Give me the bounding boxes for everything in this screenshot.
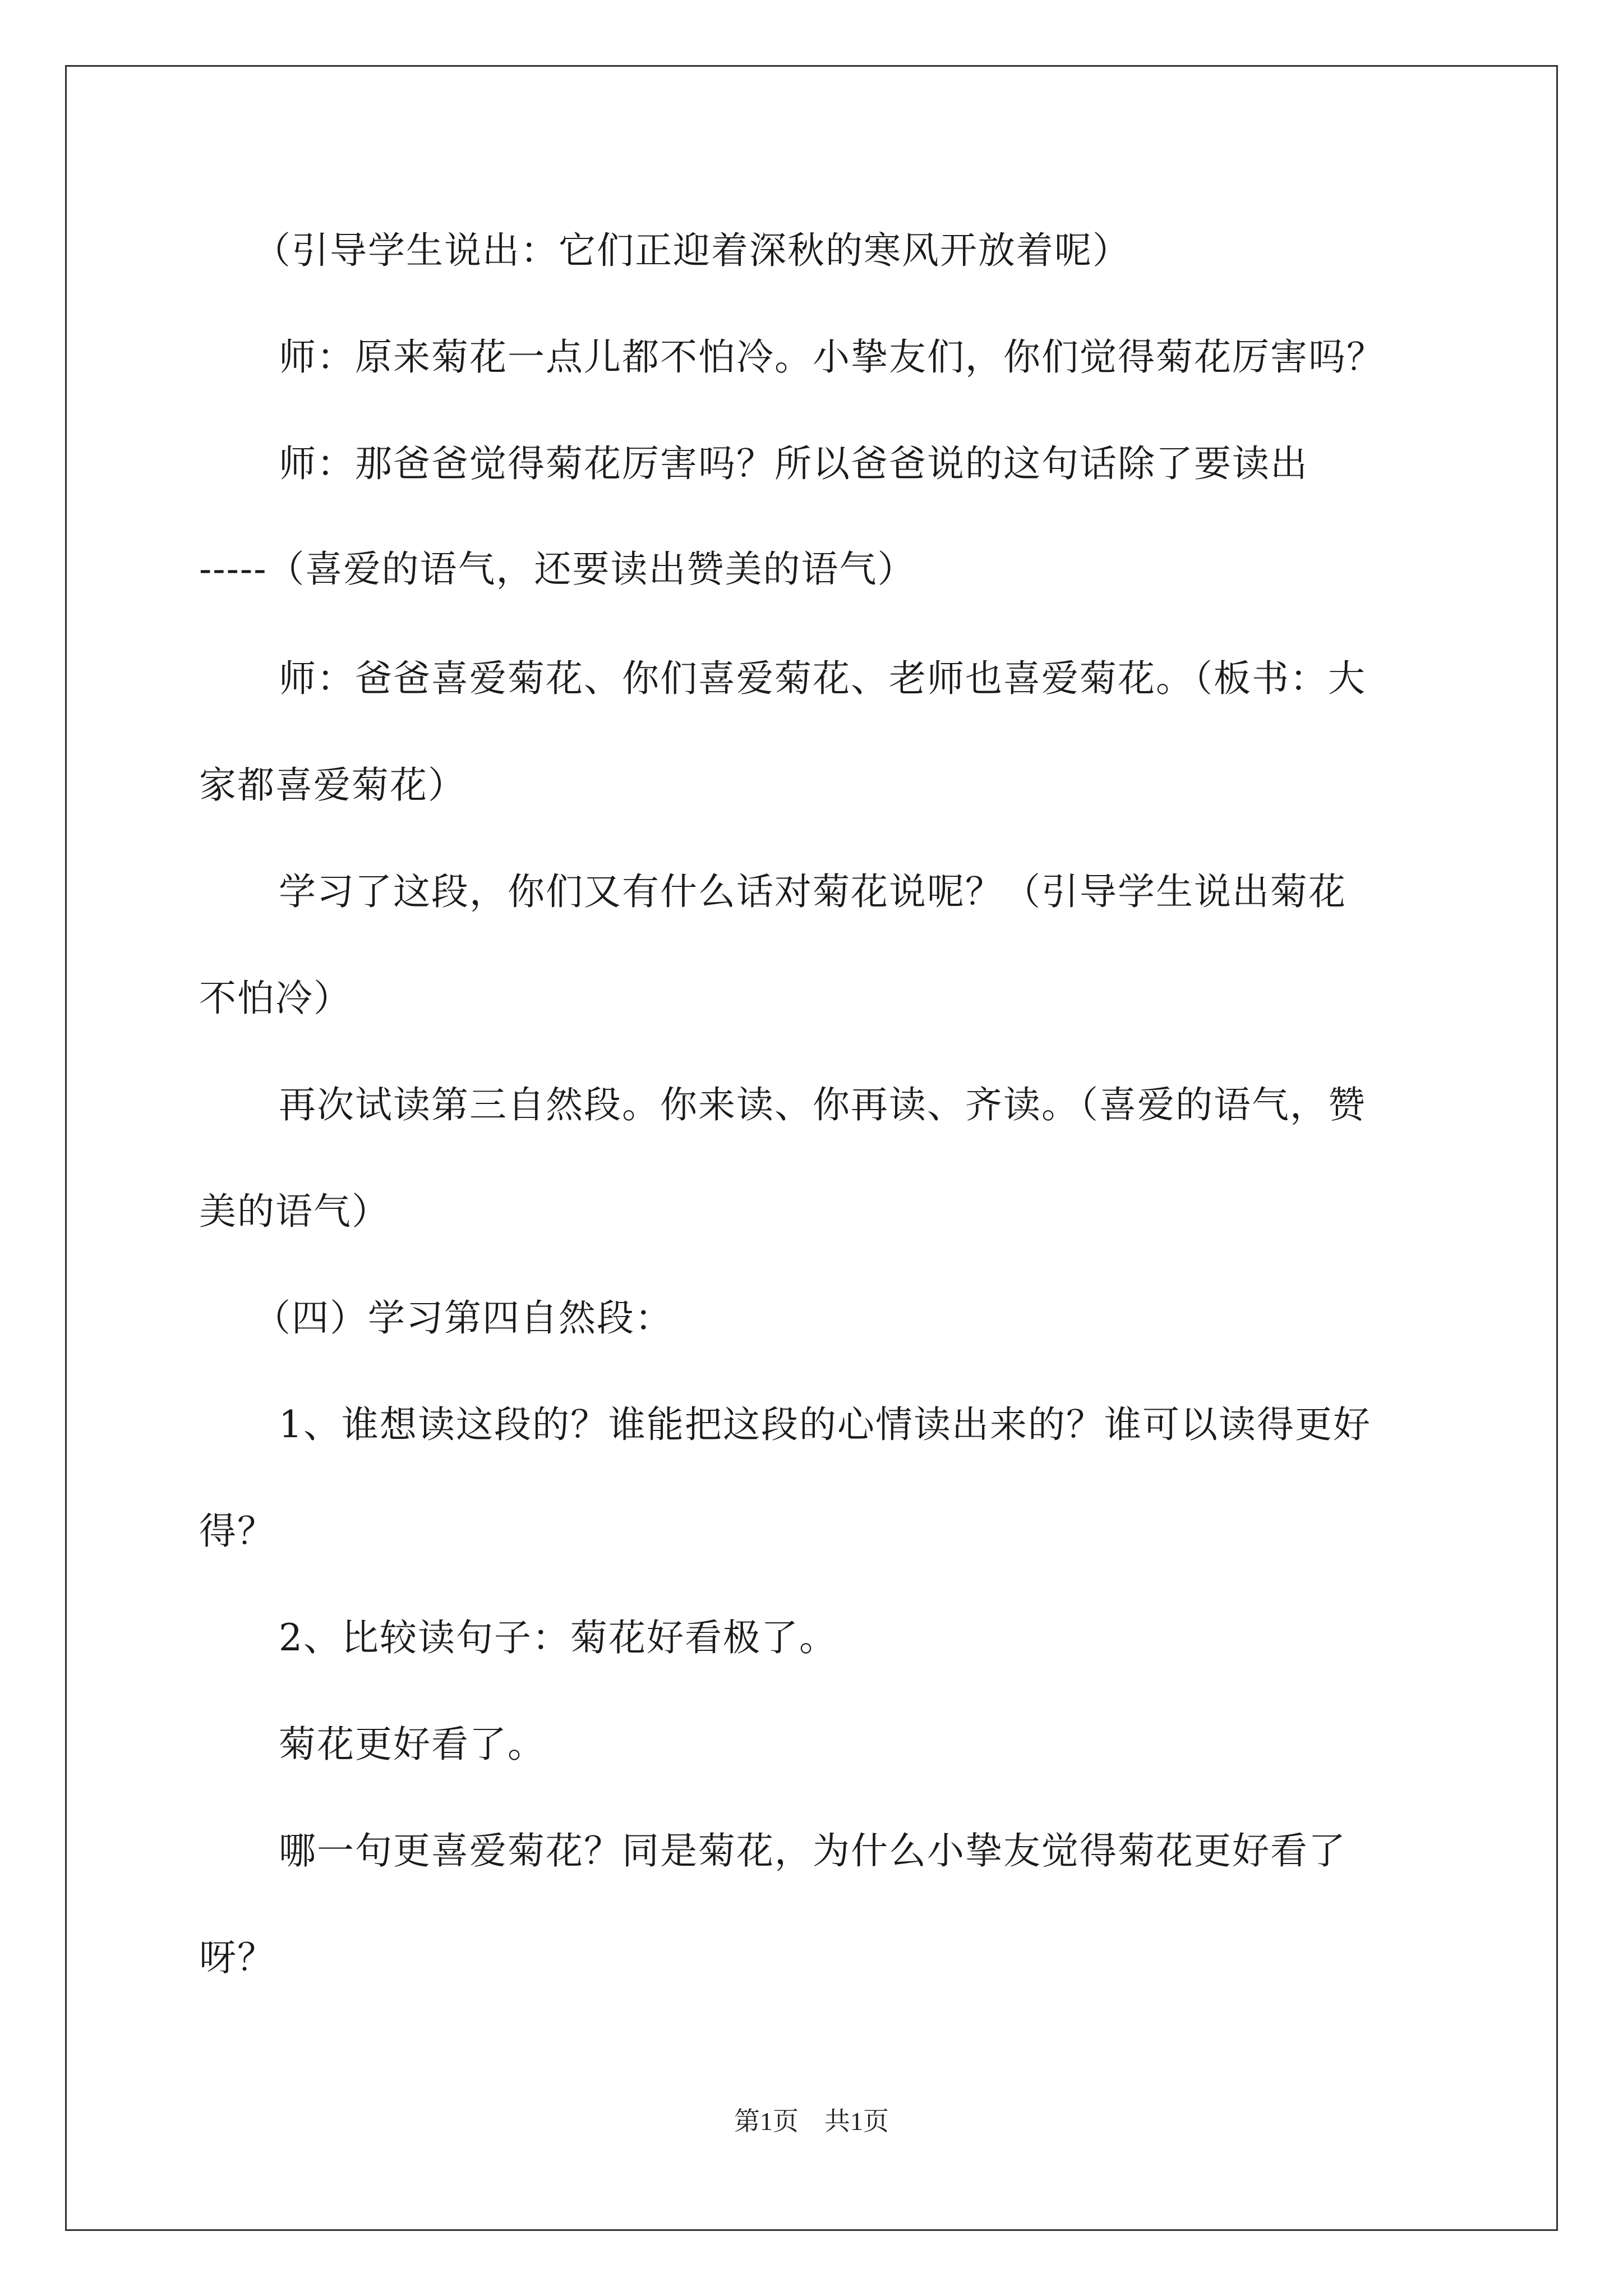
page-number-footer: 第1页 共1页 xyxy=(734,2107,889,2136)
paragraph-line: 呀？ xyxy=(199,1936,275,1979)
paragraph-line: 哪一句更喜爱菊花？同是菊花，为什么小挚友觉得菊花更好看了 xyxy=(279,1829,1347,1872)
paragraph-line: 2、比较读句子：菊花好看极了。 xyxy=(279,1616,837,1659)
paragraph-line: 师：原来菊花一点儿都不怕冷。小挚友们，你们觉得菊花厉害吗？ xyxy=(279,335,1385,379)
paragraph-line: 菊花更好看了。 xyxy=(279,1723,546,1766)
paragraph-line: 得？ xyxy=(199,1510,275,1553)
paragraph-line: （引导学生说出：它们正迎着深秋的寒风开放着呢） xyxy=(253,229,1131,272)
section-heading: （四）学习第四自然段： xyxy=(253,1296,673,1340)
paragraph-line: 1、谁想读这段的？谁能把这段的心情读出来的？谁可以读得更好 xyxy=(279,1403,1371,1446)
paragraph-line: 不怕冷） xyxy=(199,977,352,1020)
page-frame xyxy=(65,65,1558,2231)
paragraph-line: 美的语气） xyxy=(199,1190,390,1233)
paragraph-line: 再次试读第三自然段。你来读、你再读、齐读。（喜爱的语气，赞 xyxy=(279,1083,1366,1126)
paragraph-line: -----（喜爱的语气，还要读出赞美的语气） xyxy=(199,547,916,591)
paragraph-line: 家都喜爱菊花） xyxy=(199,763,466,807)
paragraph-line: 学习了这段，你们又有什么话对菊花说呢？（引导学生说出菊花 xyxy=(279,870,1347,913)
paragraph-line: 师：那爸爸觉得菊花厉害吗？所以爸爸说的这句话除了要读出 xyxy=(279,442,1308,485)
paragraph-line: 师：爸爸喜爱菊花、你们喜爱菊花、老师也喜爱菊花。（板书：大 xyxy=(279,657,1366,700)
